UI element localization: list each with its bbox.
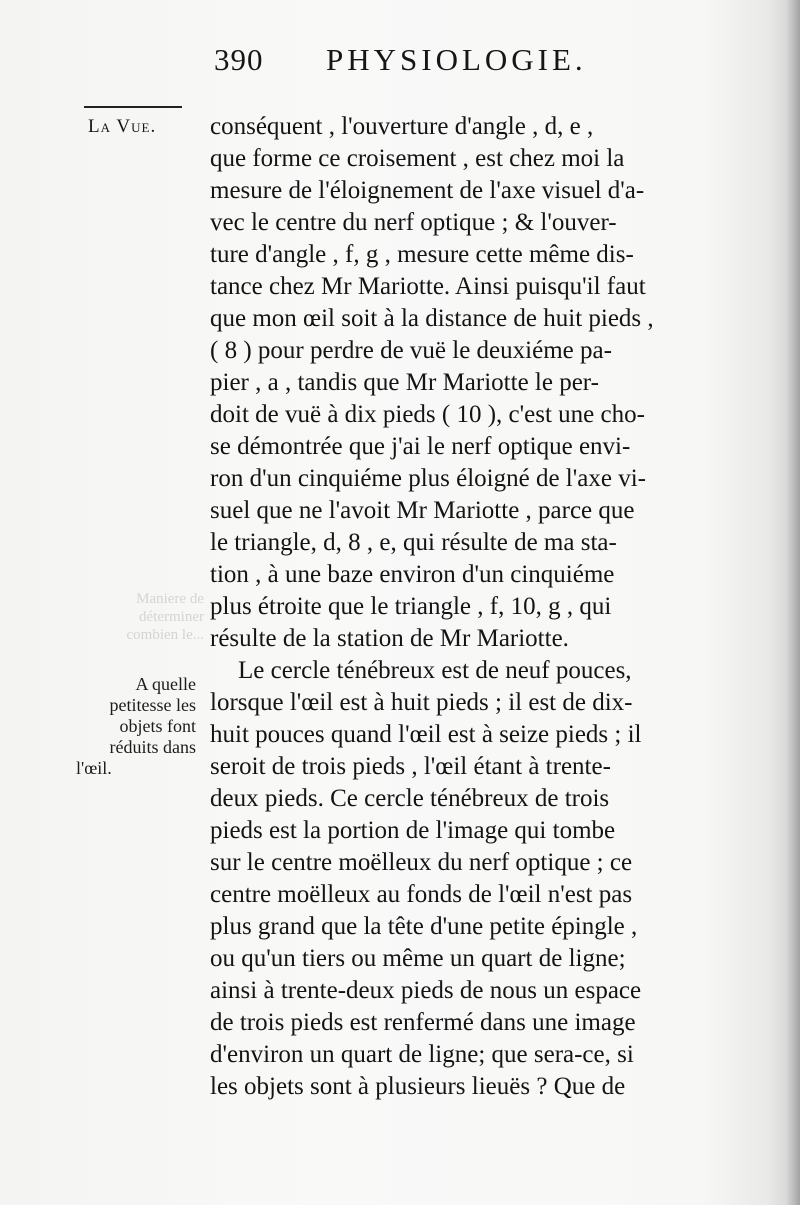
text-line: suel que ne l'avoit Mr Mariotte , parce que xyxy=(210,497,635,524)
text-line: plus étroite que le triangle , f, 10, g , qui xyxy=(210,593,612,620)
text-line: résulte de la station de Mr Mariotte. xyxy=(210,625,569,652)
running-title: PHYSIOLOGIE. xyxy=(326,42,587,77)
page-edge-shadow xyxy=(786,0,800,1205)
text-line: huit pouces quand l'œil est à seize pieds ; il xyxy=(210,721,642,748)
margin-note xyxy=(72,674,196,779)
text-line: se démontrée que j'ai le nerf optique envi- xyxy=(210,433,631,460)
margin-section-heading: La Vue. xyxy=(88,116,157,137)
text-line: centre moëlleux au fonds de l'œil n'est pas xyxy=(210,881,633,908)
text-line: ainsi à trente-deux pieds de nous un espace xyxy=(210,977,642,1004)
text-line: d'environ un quart de ligne; que sera-ce, si xyxy=(210,1041,634,1068)
text-line: que forme ce croisement , est chez moi la xyxy=(210,145,625,172)
text-line: sur le centre moëlleux du nerf optique ; ce xyxy=(210,849,633,876)
page-number: 390 xyxy=(214,42,264,77)
text-line: doit de vuë à dix pieds ( 10 ), c'est une cho- xyxy=(210,401,645,428)
margin-note-line: petitesse les xyxy=(109,695,196,715)
text-line: plus grand que la tête d'une petite épingle , xyxy=(210,913,638,940)
text-line: pier , a , tandis que Mr Mariotte le per- xyxy=(210,369,599,396)
bleed-through-margin-note: Maniere de déterminer combien le... xyxy=(126,591,204,643)
text-line: de trois pieds est renfermé dans une image xyxy=(210,1009,636,1036)
text-line: seroit de trois pieds , l'œil étant à trente- xyxy=(210,753,611,780)
margin-note-line: l'œil. xyxy=(76,758,112,778)
text-line: tance chez Mr Mariotte. Ainsi puisqu'il faut xyxy=(210,273,646,300)
text-line: pieds est la portion de l'image qui tombe xyxy=(210,817,616,844)
margin-rule xyxy=(84,106,182,108)
text-line: tion , à une baze environ d'un cinquiéme xyxy=(210,561,615,588)
body-text xyxy=(210,111,758,1103)
margin-note-line: A quelle xyxy=(135,674,196,694)
margin-note-line: objets font xyxy=(119,716,196,736)
text-line: deux pieds. Ce cercle ténébreux de trois xyxy=(210,785,610,812)
text-line: ron d'un cinquiéme plus éloigné de l'axe vi- xyxy=(210,465,646,492)
text-line: les objets sont à plusieurs lieuës ? Que de xyxy=(210,1073,626,1100)
text-line: ( 8 ) pour perdre de vuë le deuxiéme pa- xyxy=(210,337,612,364)
text-line: ou qu'un tiers ou même un quart de ligne; xyxy=(210,945,626,972)
text-line: que mon œil soit à la distance de huit pieds , xyxy=(210,305,654,332)
text-line: ture d'angle , f, g , mesure cette même dis- xyxy=(210,241,634,268)
text-line: le triangle, d, 8 , e, qui résulte de ma sta- xyxy=(210,529,617,556)
running-head xyxy=(0,38,800,88)
text-line: conséquent , l'ouverture d'angle , d, e , xyxy=(210,113,594,140)
margin-note-line: réduits dans xyxy=(109,737,196,757)
text-line: lorsque l'œil est à huit pieds ; il est de dix- xyxy=(210,689,633,716)
text-line: vec le centre du nerf optique ; & l'ouver- xyxy=(210,209,617,236)
text-line: Le cercle ténébreux est de neuf pouces, xyxy=(238,657,632,684)
text-line: mesure de l'éloignement de l'axe visuel d'a- xyxy=(210,177,645,204)
